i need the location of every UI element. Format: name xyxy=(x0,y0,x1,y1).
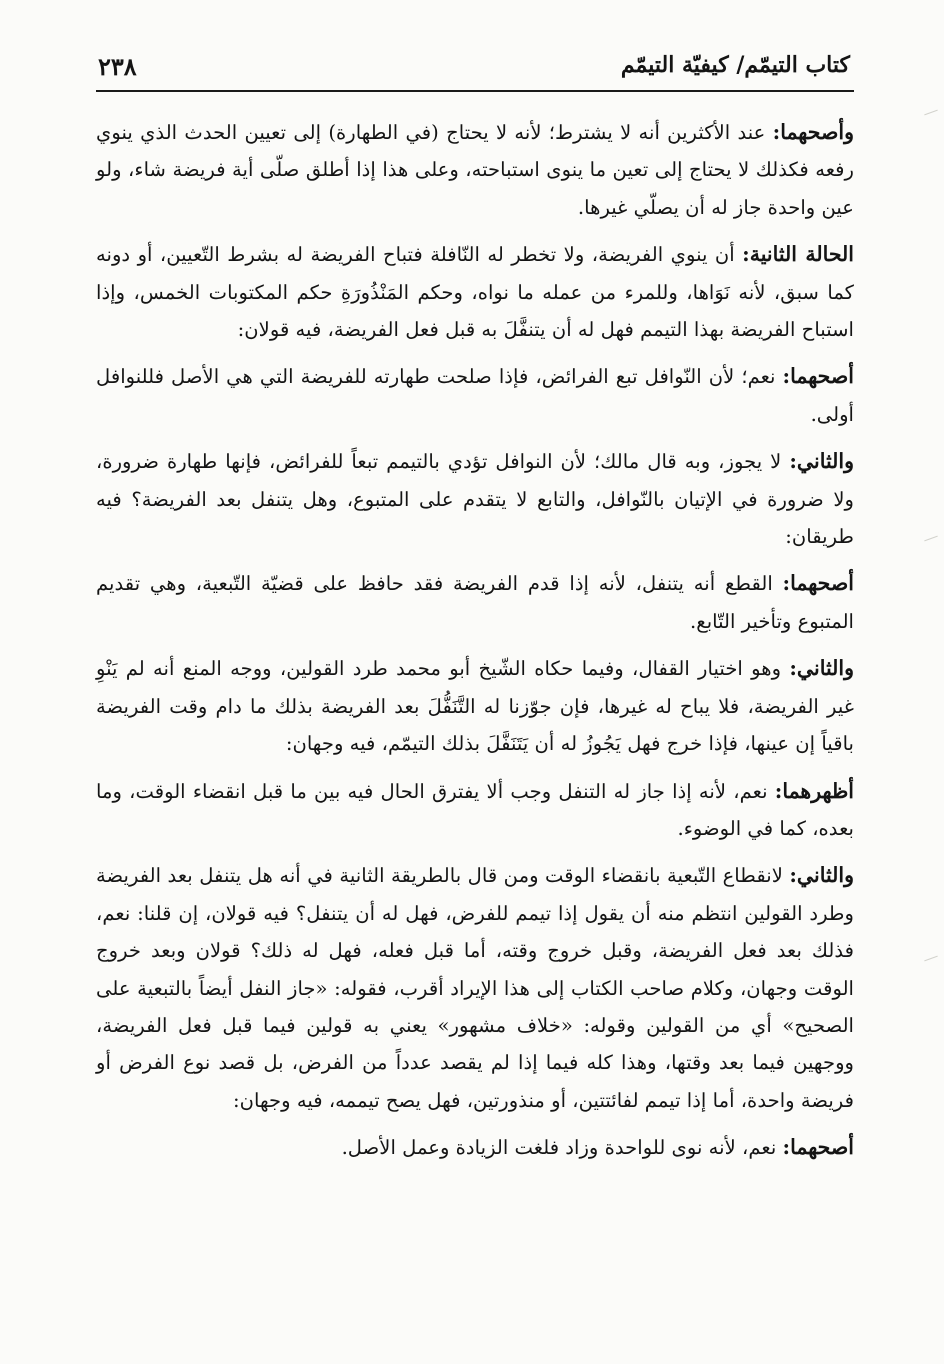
book-page xyxy=(96,46,854,1346)
paragraph xyxy=(96,650,854,762)
paragraph-lead: أصحهما: xyxy=(782,364,854,389)
paragraph-lead: والثاني: xyxy=(789,863,854,888)
body-text xyxy=(96,114,854,1167)
paragraph-text: وهو اختيار القفال، وفيما حكاه الشّيخ أبو محمد طرد القولين، ووجه المنع أنه لم يَنْوِ غير الفريضة، فلا يباح له غيرها، فإن جوّزنا له التَّنَفُّلَ بعد الفريضة بذلك ما دام وقت الفريضة باقياً إن عينها، فإذا خرج فهل يَجُوزُ له أن يَتَنَفَّلَ بذلك التيمّم، فيه وجهان: xyxy=(96,657,854,756)
paragraph xyxy=(96,857,854,1119)
paragraph-lead: والثاني: xyxy=(789,449,854,474)
paragraph xyxy=(96,773,854,848)
scan-mark xyxy=(924,536,937,542)
running-title: كتاب التيمّم/ كيفيّة التيمّم xyxy=(620,52,850,78)
scan-mark xyxy=(924,956,937,962)
running-header xyxy=(96,46,854,92)
paragraph xyxy=(96,1129,854,1166)
paragraph-text: لا يجوز، وبه قال مالك؛ لأن النوافل تؤدي بالتيمم تبعاً للفرائض، فإنها طهارة ضرورة، ولا ضرورة في الإتيان بالنّوافل، والتابع لا يتقدم على المتبوع، وهل يتنفل بعد الفريضة؟ فيه طريقان: xyxy=(96,450,854,549)
paragraph-text: نعم، لأنه إذا جاز له التنفل وجب ألا يفترق الحال فيه بين ما قبل انقضاء الوقت، وما بعده، كما في الوضوء. xyxy=(96,779,854,840)
page-number: ٢٣٨ xyxy=(98,52,137,81)
paragraph-text: نعم؛ لأن النّوافل تبع الفرائض، فإذا صلحت طهارته للفريضة التي هي الأصل فللنوافل أولى. xyxy=(96,365,854,426)
paragraph xyxy=(96,565,854,640)
paragraph xyxy=(96,236,854,348)
paragraph-text: عند الأكثرين أنه لا يشترط؛ لأنه لا يحتاج (في الطهارة) إلى تعيين الحدث الذي ينوي رفعه فكذلك لا يحتاج إلى تعين ما ينوى استباحته، وعلى هذا إذا أطلق صلّى أية فريضة شاء، ولو عين واحدة جاز له أن يصلّي غيرها. xyxy=(96,121,854,219)
paragraph-text: القطع أنه يتنفل، لأنه إذا قدم الفريضة فقد حافظ على قضيّة التّبعية، وهي تقديم المتبوع وتأخير التّابع. xyxy=(96,572,854,633)
scan-mark xyxy=(924,110,937,116)
paragraph-lead: أصحهما: xyxy=(782,1135,854,1160)
paragraph xyxy=(96,358,854,433)
paragraph-lead: أظهرهما: xyxy=(774,778,854,803)
paragraph-text: نعم، لأنه نوى للواحدة وزاد فلغت الزيادة وعمل الأصل. xyxy=(341,1136,783,1160)
paragraph-text: أن ينوي الفريضة، ولا تخطر له النّافلة فتباح الفريضة له بشرط التّعيين، أو دونه كما سبق، لأنه نَوَاها، وللمرء من عمله ما نواه، وحكم المَنْذُورَةِ حكم المكتوبات الخمس، وإذا استباح الفريضة بهذا التيمم فهل له أن يتنفَّلَ به قبل فعل الفريضة، فيه قولان: xyxy=(96,243,854,342)
paragraph-lead: وأصحهما: xyxy=(772,120,854,144)
paragraph-lead: الحالة الثانية: xyxy=(742,242,854,267)
paragraph-text: لانقطاع التّبعية بانقضاء الوقت ومن قال بالطريقة الثانية في أنه هل يتنفل بعد الفريضة وطرد القولين انتظم منه أن يقول إذا تيمم للفرض، فهل له أن يتنفل؟ فيه قولان، إن قلنا: نعم، فذلك بعد فعل الفريضة، وقبل خروج وقته، أما قبل فعله، فهل له ذلك؟ قولان وبعد خروج الوقت وجهان، وكلام صاحب الكتاب إلى هذا الإيراد أقرب، فقوله: «جاز النفل أيضاً بالتبعية على الصحيح» أي من القولين وقوله: «خلاف مشهور» يعني به قولين فيما قبل فعل الفريضة، ووجهين فيما بعد وقتها، وهذا كله فيما إذا لم يقصد عدداً من الفرض، بل قصد نوع الفرض أو فريضة واحدة، أما إذا تيمم لفائتتين، أو منذورتين، فهل يصح تيممه، فيه وجهان: xyxy=(96,864,854,1112)
paragraph-lead: والثاني: xyxy=(789,656,854,681)
paragraph-lead: أصحهما: xyxy=(782,571,854,596)
paragraph xyxy=(96,114,854,226)
paragraph xyxy=(96,443,854,555)
